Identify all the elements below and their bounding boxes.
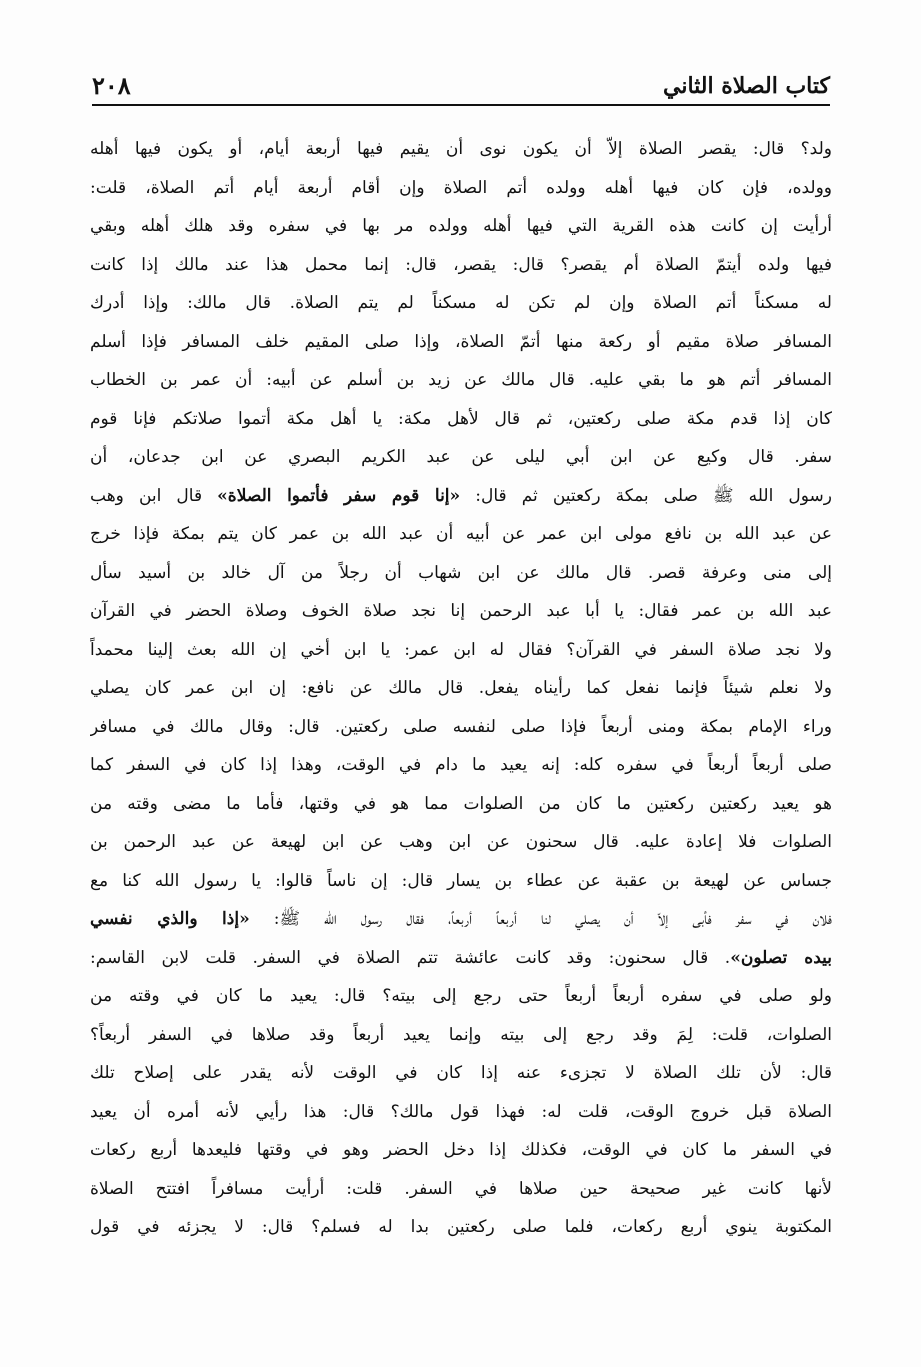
text-line: وراء الإمام بمكة ومنى أربعاً فإذا صلى لنفسه صلى ركعتين. قال: وقال مالك في مسافر [90, 716, 832, 737]
text-line: ولد؟ قال: يقصر الصلاة إلاّ أن يكون نوى أن يقيم فيها أربعة أيام، أو يكون فيها أهله [90, 139, 832, 159]
text-line: كان إذا قدم مكة صلى ركعتين، ثم قال لأهل مكة: يا أهل مكة أتموا صلاتكم فإنا قوم [90, 408, 832, 429]
text-line: في السفر ما كان في الوقت، فكذلك إذا دخل الحضر وهو في وقتها فليعدها أربع ركعات [90, 1140, 832, 1160]
text-line: جساس عن لهيعة بن عقبة عن عطاء بن يسار قال: إن ناساً قالوا: يا رسول الله كنا مع [90, 870, 832, 891]
text-line [90, 900, 832, 939]
text-segment: . قال سحنون: وقد كانت عائشة تتم الصلاة في السفر. قلت لابن القاسم: [90, 947, 731, 968]
hadith-quote: بيده تصلون» [730, 947, 832, 968]
text-line: ولا نعلم شيئاً فإنما نفعل كما رأيناه يفعل. قال مالك عن نافع: إن ابن عمر كان يصلي [90, 678, 832, 698]
text-line: المسافر صلاة مقيم أو ركعة منها أتمّ الصلاة، وإذا صلى المقيم خلف المسافر فإذا أسلم [90, 331, 832, 352]
text-line: صلى أربعاً أربعاً في سفره كله: إنه يعيد ما دام في الوقت، وهذا إذا كان في السفر كما [90, 755, 832, 775]
text-line: الصلوات فلا إعادة عليه. قال سحنون عن ابن وهب عن ابن لهيعة عن عبد الرحمن بن [90, 832, 832, 852]
text-line: عن عبد الله بن نافع مولى ابن عمر عن أبيه أن عبد الله بن عمر كان يتم بمكة فإذا خرج [90, 524, 832, 544]
text-line: لأنها كانت غير صحيحة حين صلاها في السفر. قلت: أرأيت مسافراً افتتح الصلاة [90, 1178, 832, 1199]
text-segment: فلان في سفر فأبى إلاّ أن يصلي لنا أربعاً أربعاً، فقال رسول الله ﷺ: [249, 909, 832, 929]
text-segment: قال ابن وهب [90, 485, 218, 506]
hadith-quote: «إنا قوم سفر فأتموا الصلاة» [217, 485, 461, 506]
header-rule [92, 104, 830, 106]
body-text [90, 130, 832, 1247]
text-line: هو يعيد ركعتين ركعتين ما كان من الصلوات مما هو في وقتها، فأما ما مضى وقته من [90, 793, 832, 814]
hadith-quote: «إذا والذي نفسي [90, 909, 250, 929]
text-line: قال: لأن تلك الصلاة لا تجزىء عنه إذا كان في الوقت لأنه يقدر على إصلاح تلك [90, 1063, 832, 1083]
page-header [92, 70, 830, 102]
page-number: ٢٠٨ [92, 71, 131, 100]
text-line: له مسكناً أتم الصلاة وإن لم تكن له مسكناً لم يتم الصلاة. قال مالك: وإذا أدرك [90, 293, 832, 313]
text-segment: رسول الله ﷺ صلى بمكة ركعتين ثم قال: [460, 485, 832, 506]
text-line: أرأيت إن كانت هذه القرية التي فيها أهله وولده مر بها في سفره وقد هلك أهله وبقي [90, 216, 832, 236]
text-line [90, 939, 832, 978]
text-line: ولو صلى في سفره أربعاً أربعاً حتى رجع إلى بيته؟ قال: يعيد ما كان في وقته من [90, 986, 832, 1006]
text-line: وولده، فإن كان فيها أهله وولده أتم الصلاة وإن أقام أربعة أيام أتم الصلاة، قلت: [90, 177, 832, 198]
text-line: عبد الله بن عمر فقال: يا أبا عبد الرحمن إنا نجد صلاة الخوف وصلاة الحضر في القرآن [90, 601, 832, 621]
text-line: إلى منى وعرفة قصر. قال مالك عن ابن شهاب أن رجلاً من آل خالد بن أسيد سأل [90, 562, 832, 583]
text-line: الصلاة قبل خروج الوقت، قلت له: فهذا قول مالك؟ قال: هذا رأيي لأنه أمره أن يعيد [90, 1101, 832, 1122]
text-line: الصلوات، قلت: لِمَ وقد رجع إلى بيته وإنما يعيد أربعاً وقد صلاها في السفر أربعاً؟ [90, 1024, 832, 1045]
running-title: كتاب الصلاة الثاني [662, 73, 830, 99]
text-line: فيها ولده أيتمّ الصلاة أم يقصر؟ قال: يقصر، قال: إنما محمل هذا عند مالك إذا كانت [90, 254, 832, 275]
text-line [90, 477, 832, 516]
text-line: المسافر أتم هو ما بقي عليه. قال مالك عن زيد بن أسلم عن أبيه: أن عمر بن الخطاب [90, 370, 832, 390]
text-line: ولا نجد صلاة السفر في القرآن؟ فقال له ابن عمر: يا ابن أخي إن الله بعث إلينا محمداً [90, 639, 832, 660]
text-line: سفر. قال وكيع عن ابن أبي ليلى عن عبد الكريم البصري عن ابن جدعان، أن [90, 447, 832, 467]
text-line: المكتوبة ينوي أربع ركعات، فلما صلى ركعتين بدا له فسلم؟ قال: لا يجزئه في قول [90, 1217, 832, 1237]
